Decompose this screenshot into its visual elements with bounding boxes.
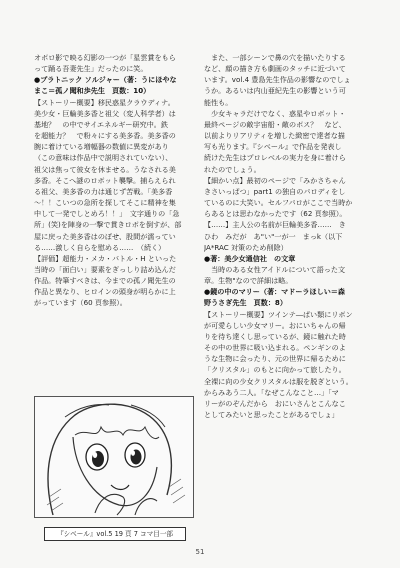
manga-girl-illustration <box>35 397 193 517</box>
text-line: など、顔の描き方も劇画のタッチに近づいて <box>204 64 346 74</box>
section-heading-line: 野うさぎ先生 頁数：8） <box>204 298 287 308</box>
text-line: 【ストーリー概要】移民惑星クラウディナ。 <box>34 97 175 107</box>
text-line: 少女キャラだけでなく、惑星やロボット・ <box>204 108 346 118</box>
text-line: 「クリスタル」のもとに向かって旅したり。 <box>204 365 346 375</box>
text-line: れたのでしょう。 <box>204 164 261 174</box>
figure-caption: 『シベール』vol.5 19 頁 7 コマ目一部 <box>44 527 186 541</box>
text-line: ているのに大笑い。セルフパロがここで当時か <box>204 198 353 208</box>
text-line: 章。生物"なので詳細は略。 <box>204 276 293 286</box>
text-line: 腕に着けている増幅器の数値に異変があり <box>34 142 169 152</box>
section-heading-line: まこ＝孤ノ聞和歩先生 頁数：10） <box>34 86 151 96</box>
text-line: うか。あるいは内山亜紀先生の影響という可 <box>204 86 346 96</box>
text-line: 能性も。 <box>204 97 233 107</box>
text-line: 【……】主人公の名前が巨輪美多香…… き <box>204 220 346 230</box>
text-line: その中の世界に吸い込まれる。ペンギンのよ <box>204 343 346 353</box>
text-line: 続けた先生はプロレベルの実力を身に着けら <box>204 153 346 163</box>
text-line: 所」(笑)を陣身の一撃で貫きロボを倒すが、部 <box>34 220 182 230</box>
right-column <box>204 52 364 420</box>
text-line: る……激しく自らを慰める…… （続く） <box>34 242 166 252</box>
text-line: 〜！！こいつの急所を探してそこに精神を集 <box>34 198 176 208</box>
page-number: 51 <box>195 548 205 556</box>
text-line: る祖父、美多香の力は通じず苦戦。「美多香 <box>34 186 173 196</box>
text-line: 祖父は焦って彼女を休ませる。うなされる美 <box>34 164 176 174</box>
text-line: 当時のある女性アイドルについて語った文 <box>204 264 346 274</box>
text-line: 作品。特筆すべきは、今までの孤ノ聞先生の <box>34 276 176 286</box>
text-line: りを待ち達くし思っているが、鏡に触れた時 <box>204 331 346 341</box>
section-heading-line: ●プラトニック ソルジャー（著：うにほやな <box>34 75 177 85</box>
section-heading-line: ●著：美少女通信社 の文章 <box>204 253 296 263</box>
left-column <box>34 52 192 309</box>
text-line: 当時の「面白い」要素をぎっしり詰め込んだ <box>34 264 176 274</box>
text-line: 以前よりリアリティを増した緻密で達者な描 <box>204 131 345 141</box>
text-line: また、一部シーンで鼻の穴を描いたりする <box>204 53 346 62</box>
text-line: JA*RAC 対策のため削除） <box>204 242 288 252</box>
text-line: 【評価】超能力・メカ・バトル・H といった <box>34 253 177 263</box>
text-line: を超能力？ で粉々にする美多香。美多香の <box>34 131 176 141</box>
text-line: リーがのぞんだから おにいさんとこんなこ <box>204 398 346 408</box>
text-line: が可愛らしい少女マリー。おにいちゃんの帰 <box>204 320 346 330</box>
text-line: からみあう二人。「なぜこんなこと…」「マ <box>204 387 339 397</box>
text-line: （この意味は作品中で説明されていない）、 <box>34 153 173 163</box>
text-line: 全裸に向の少女クリスタルは服を脱ぎという。 <box>204 376 353 386</box>
text-line: としてみたいと思ったことがあるでしょ」 <box>204 410 339 419</box>
text-line: 基地？ の中でサイエネルギー研究中。鉄 <box>34 119 168 129</box>
text-line: 最終ページの敵宇宙船・敵のボス？ など、 <box>204 119 346 129</box>
text-line: 写も光ります。『シベール』で作品を発表し <box>204 142 342 152</box>
text-line: 美少女・巨輪美多香と祖父（変人科学者）は <box>34 108 176 118</box>
text-line: 屋に戻った美多香はのぼせ、股間が濡ってい <box>34 231 176 241</box>
text-line: 【細かい点】最初のページで「みかさちゃん <box>204 175 346 185</box>
text-line: きさいっぱつ」part1 の独自のパロディをし <box>204 186 346 196</box>
text-line: がっています（60 頁参照）。 <box>34 298 127 308</box>
text-line: 作品と異なり、ヒロインの頭身が明らかに上 <box>34 287 176 297</box>
text-line: 中して一発でしとめろ！！」 文字通りの「急 <box>34 209 180 219</box>
section-heading-line: ●鏡の中のマリー（著：マドーラほしい＝森 <box>204 287 345 297</box>
text-line: ひわ みだが あ"い"一が一 まっk（以下 <box>204 231 343 241</box>
manga-panel-figure <box>34 396 194 518</box>
text-line: います。vol.4 豊島先生作品の影響なのでしょ <box>204 75 351 85</box>
text-line: 【ストーリー概要】ツインテ―ぱい類にリボン <box>204 309 353 319</box>
text-line: オボロ影で映る幻影の一つが「星雲賞をもら <box>34 53 176 62</box>
text-line: うな生物に会ったり、元の世界に帰るために <box>204 354 346 364</box>
text-line: って踊る吾妻先生」だったのに笑。 <box>34 64 148 74</box>
text-line: らあるとは思わなかったです（62 頁参照）。 <box>204 209 347 219</box>
text-line: 多香。そこへ謎のロボット襲撃。捕らえられ <box>34 175 176 185</box>
